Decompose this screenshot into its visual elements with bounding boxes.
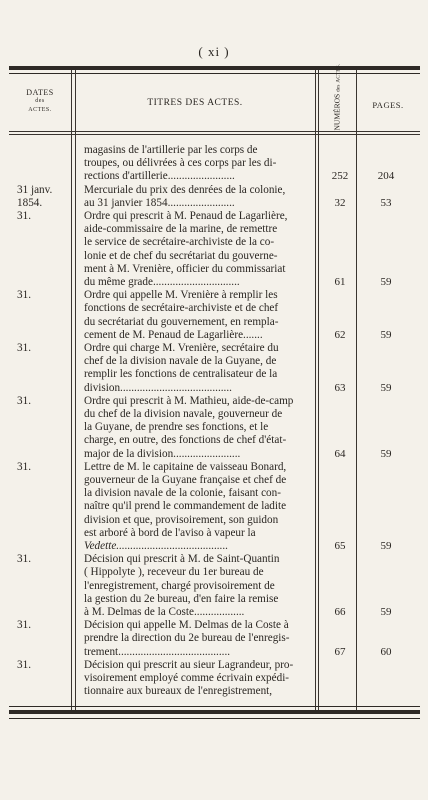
act-title-line: visoirement employé comme écrivain expédi- [84, 672, 290, 684]
act-title-line: est arboré à bord de l'aviso à vapeur la [84, 526, 256, 539]
act-title-line: remplir les fonctions de centralisateur de la [84, 368, 278, 381]
act-date-line: 31. [17, 394, 31, 407]
act-title-line: le service de secrétaire-archiviste de la co- [84, 236, 275, 249]
act-title-line: rections d'artillerie........................ [84, 170, 235, 183]
act-title [84, 659, 322, 699]
act-number: 65 [334, 539, 346, 552]
act-title-line: l'enregistrement, chargé provisoirement de [84, 579, 275, 592]
act-title-line: à M. Delmas de la Coste.................. [84, 606, 245, 618]
act-page: 53 [380, 196, 392, 209]
act-date-line: 31. [17, 460, 31, 473]
act-title [84, 184, 322, 210]
header-rule [9, 131, 420, 132]
act-date [17, 619, 75, 632]
act-title-line: Vedette........................................ [84, 540, 229, 553]
act-title-line: cement de M. Penaud de Lagarlière....... [84, 328, 263, 341]
act-title [84, 553, 322, 619]
act-title-line: naître qu'il prend le commandement de ladite [84, 500, 287, 513]
act-page: 59 [380, 539, 392, 552]
page-number: ( xi ) [198, 44, 230, 59]
act-date-line: 31. [17, 289, 31, 302]
header-rule-double [9, 134, 420, 135]
act-number: 64 [334, 447, 346, 460]
act-title [84, 395, 322, 461]
act-date-line: 31. [17, 210, 31, 222]
act-page: 59 [380, 328, 392, 341]
act-title [84, 342, 322, 395]
column-rule-num [356, 70, 357, 710]
act-title-line: tionnaire aux bureaux de l'enregistrement, [84, 685, 273, 698]
act-date [17, 342, 75, 355]
act-title-line: du secrétariat du gouvernement, en rempla- [84, 315, 279, 328]
act-title-line: trement........................................ [84, 645, 231, 658]
act-number: 66 [334, 605, 346, 618]
act-number: 32 [334, 196, 346, 209]
act-title-line: la gestion du 2e bureau, d'en faire la remise [84, 592, 279, 605]
header-dates: DATES des ACTES. [26, 88, 54, 113]
act-date [17, 210, 75, 223]
act-title-line: ment à M. Vrenière, officier du commissariat [84, 262, 286, 275]
act-title-line: Décision qui prescrit au sieur Lagrandeur, pro- [84, 658, 294, 671]
acts-table [9, 63, 420, 714]
act-title-line: division et que, provisoirement, son guidon [84, 513, 279, 526]
act-title-line: charge, en outre, des fonctions de chef d'état- [84, 434, 287, 447]
column-rule-date [71, 70, 72, 710]
act-title-line: Mercuriale du prix des denrées de la colonie, [84, 183, 286, 196]
act-title [84, 289, 322, 342]
act-page: 59 [380, 276, 392, 288]
header-pages: PAGES. [372, 100, 404, 110]
act-date [17, 553, 75, 566]
act-title-line: gouverneur de la Guyane française et chef de [84, 474, 287, 486]
act-title-line: prendre la direction du 2e bureau de l'enregis- [84, 632, 290, 645]
act-date [17, 395, 75, 408]
act-title-line: Lettre de M. le capitaine de vaisseau Bonard, [84, 460, 287, 473]
act-date-line: 31. [17, 553, 31, 566]
header-numeros: NUMÉROS des ACTES. [332, 63, 342, 131]
act-number: 67 [334, 645, 346, 658]
act-title [84, 144, 322, 184]
act-page: 59 [380, 447, 392, 460]
act-date [17, 184, 75, 210]
act-page: 60 [380, 645, 392, 658]
act-title-line: Ordre qui appelle M. Vrenière à remplir les [84, 289, 278, 302]
act-page: 59 [380, 605, 392, 618]
act-title-line: au 31 janvier 1854........................ [84, 196, 235, 209]
act-date-line: 31 janv. [17, 183, 53, 196]
act-title-line: major de la division........................ [84, 447, 241, 460]
act-title-line: lonie et de chef du secrétariat du gouverne- [84, 249, 278, 262]
act-title-line: Décision qui prescrit à M. de Saint-Quantin [84, 553, 280, 566]
act-title-line: troupes, ou délivrées à ces corps par les di- [84, 157, 277, 170]
act-date [17, 461, 75, 474]
act-title-line: du même grade............................... [84, 276, 240, 289]
act-number: 252 [331, 170, 349, 183]
act-title-line: division........................................ [84, 381, 232, 394]
act-title-line: la division navale de la colonie, faisant con- [84, 487, 281, 500]
act-date [17, 289, 75, 302]
act-page: 59 [380, 381, 392, 394]
act-title-line: la Guyane, de prendre ses fonctions, et le [84, 421, 269, 434]
act-page: 204 [377, 170, 395, 183]
act-date [17, 659, 75, 672]
act-title [84, 619, 322, 659]
act-title [84, 210, 322, 289]
act-date-line: 31. [17, 619, 31, 632]
act-title-line: du chef de la division navale, gouverneur de [84, 408, 283, 420]
act-number: 63 [334, 381, 346, 394]
act-title-line: Ordre qui prescrit à M. Mathieu, aide-de-camp [84, 394, 294, 407]
act-title-line: ( Hippolyte ), receveur du 1er bureau de [84, 566, 264, 579]
act-title-line: Ordre qui charge M. Vrenière, secrétaire du [84, 342, 279, 354]
act-title-line: Ordre qui prescrit à M. Penaud de Lagarlière, [84, 210, 288, 222]
act-number: 61 [334, 276, 346, 288]
act-title-line: chef de la division navale de la Guyane, de [84, 355, 277, 368]
act-title-line: fonctions de secrétaire-archiviste et de chef [84, 302, 279, 315]
act-date-line: 1854. [17, 196, 43, 209]
header-titres: TITRES DES ACTES. [147, 98, 243, 108]
column-rule-date-inner [75, 70, 76, 710]
act-title [84, 461, 322, 553]
bottom-rule [9, 718, 420, 719]
act-date-line: 31. [17, 658, 31, 671]
act-date-line: 31. [17, 342, 31, 354]
act-title-line: magasins de l'artillerie par les corps de [84, 144, 258, 156]
act-title-line: aide-commissaire de la marine, de remettre [84, 223, 278, 236]
act-number: 62 [334, 328, 346, 341]
act-title-line: Décision qui appelle M. Delmas de la Coste à [84, 619, 289, 632]
